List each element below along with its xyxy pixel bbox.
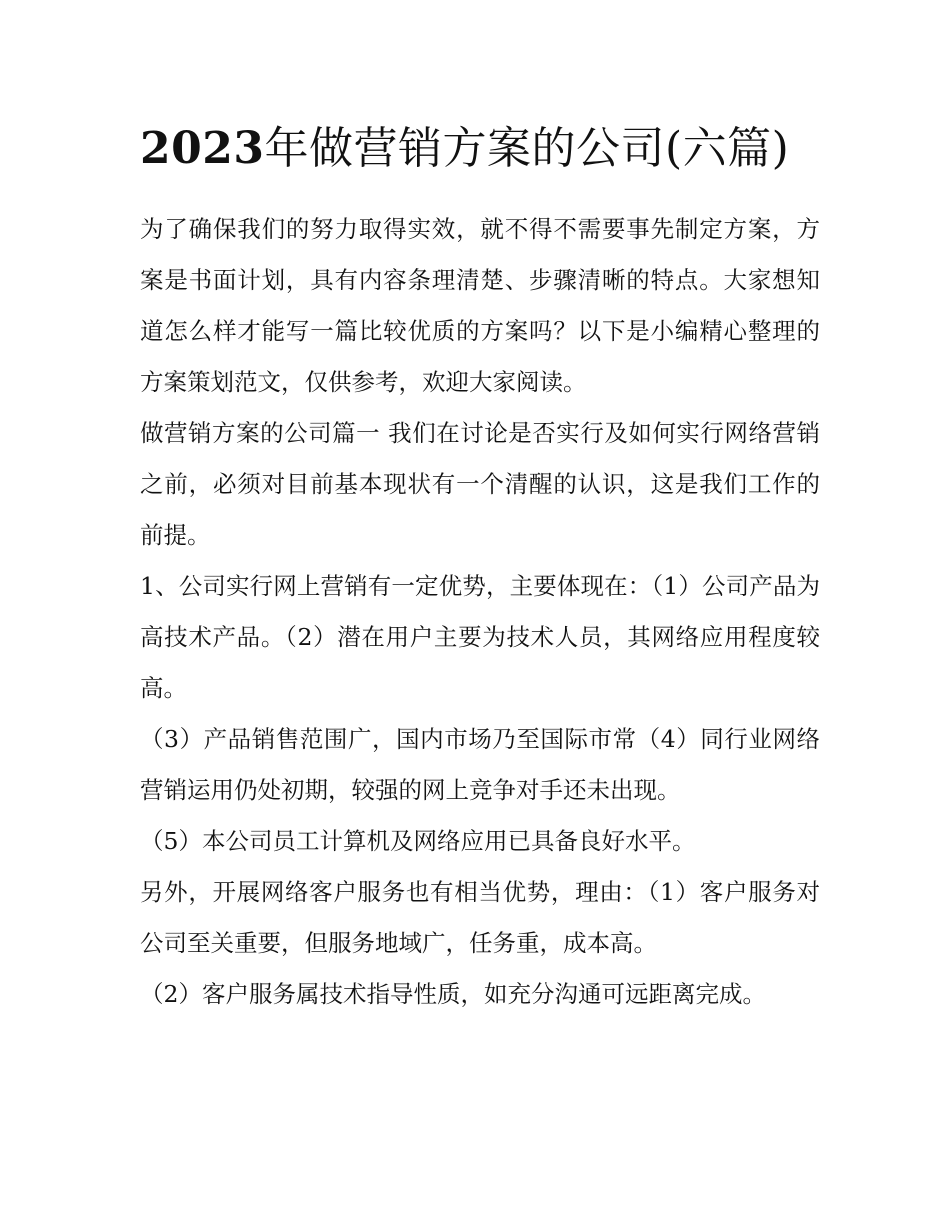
paragraph-intro: 为了确保我们的努力取得实效，就不得不需要事先制定方案，方案是书面计划，具有内容条理清楚、步骤清晰的特点。大家想知道怎么样才能写一篇比较优质的方案吗？以下是小编精心整理的方案策划范文，仅供参考，欢迎大家阅读。 bbox=[140, 215, 820, 396]
paragraph-customer-service-2: （2）客户服务属技术指导性质，如充分沟通可远距离完成。 bbox=[140, 980, 766, 1008]
paragraph-customer-service: 另外，开展网络客户服务也有相当优势，理由：（1）客户服务对公司至关重要，但服务地域广，任务重，成本高。 bbox=[140, 878, 820, 957]
document-title bbox=[140, 118, 820, 180]
document-page bbox=[140, 118, 820, 1020]
title-text: 年做营销方案的公司(六篇) bbox=[264, 123, 790, 174]
paragraph-advantages-5: （5）本公司员工计算机及网络应用已具备良好水平。 bbox=[140, 827, 696, 855]
paragraph-advantages-3-4: （3）产品销售范围广，国内市场乃至国际市常（4）同行业网络营销运用仍处初期，较强的网上竞争对手还未出现。 bbox=[140, 725, 820, 804]
paragraph-advantages: 1、公司实行网上营销有一定优势，主要体现在：（1）公司产品为高技术产品。（2）潜在用户主要为技术人员，其网络应用程度较高。 bbox=[140, 572, 820, 702]
title-year: 2023 bbox=[140, 123, 265, 174]
document-body bbox=[140, 204, 820, 1020]
paragraph-section-one: 做营销方案的公司篇一 我们在讨论是否实行及如何实行网络营销之前，必须对目前基本现状有一个清醒的认识，这是我们工作的前提。 bbox=[140, 419, 820, 549]
